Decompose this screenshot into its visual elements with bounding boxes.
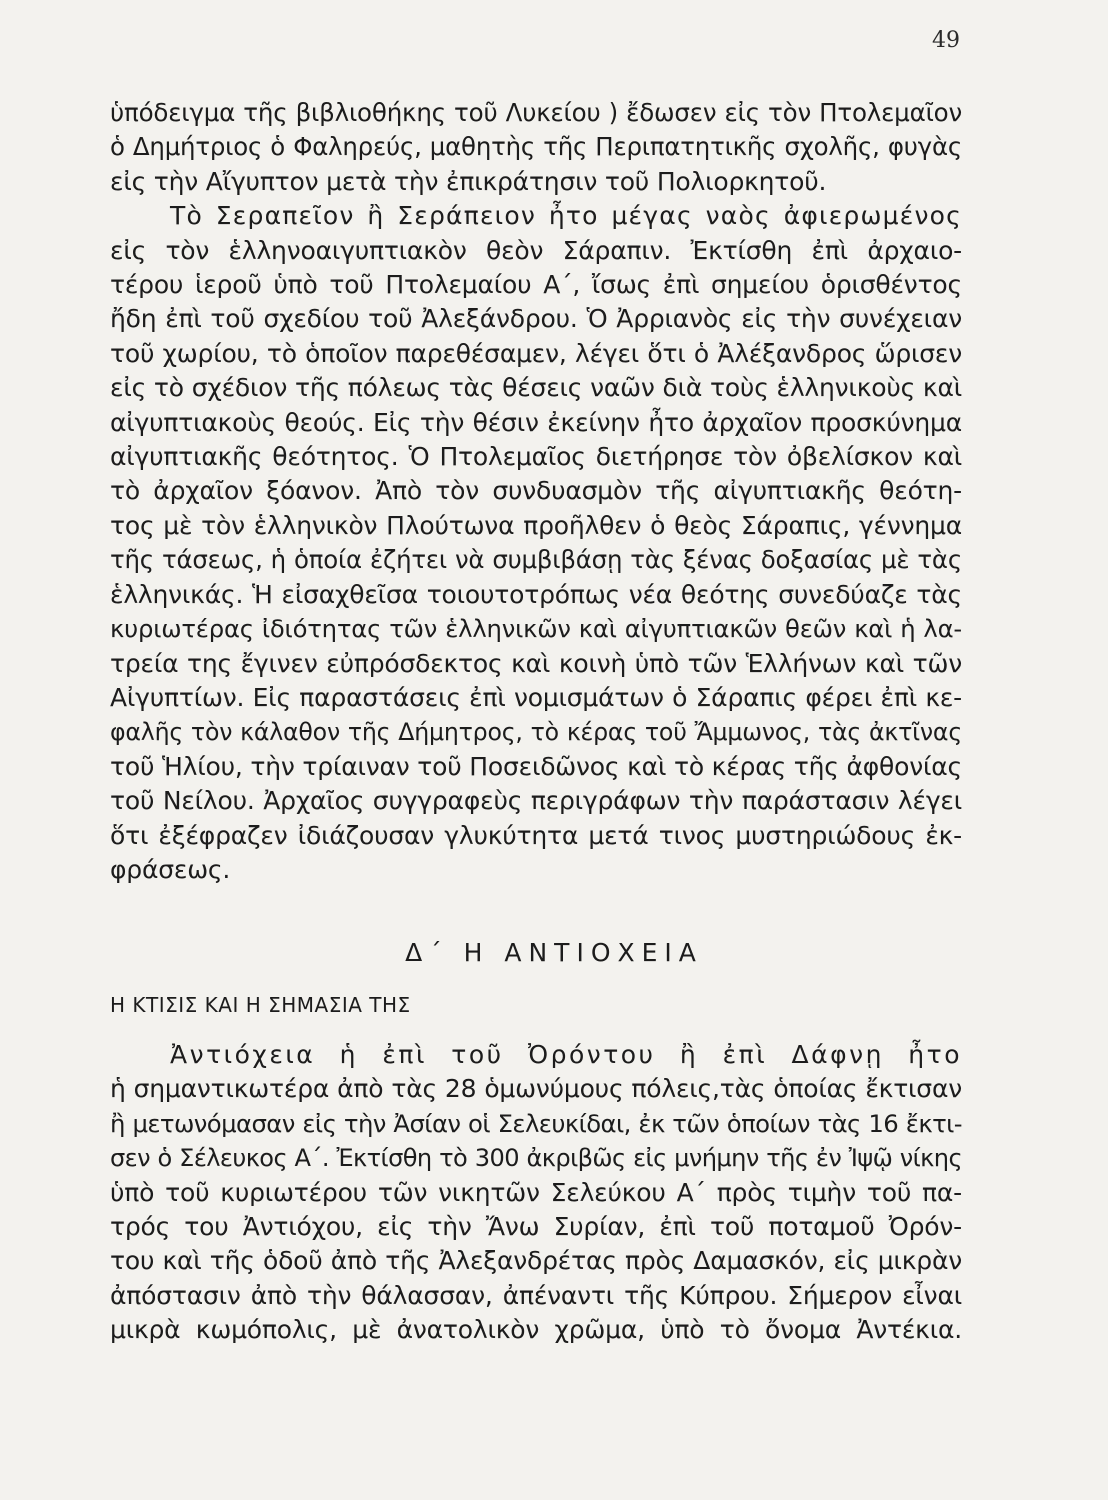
text-line: εἰς τὸ σχέδιον τῆς πόλεως τὰς θέσεις ναῶν διὰ τοὺς ἑλληνικοὺς καὶ <box>110 373 962 403</box>
text-line: τῆς τάσεως, ἡ ὁποία ἐζήτει νὰ συμβιβάσῃ τὰς ξένας δοξασίας μὲ τὰς <box>110 545 962 575</box>
text-line: ὁ Δημήτριος ὁ Φαληρεύς, μαθητὴς τῆς Περιπατητικῆς σχολῆς, φυγὰς <box>110 132 962 162</box>
text-line: ἢ μετωνόμασαν εἰς τὴν Ἀσίαν οἱ Σελευκίδαι, ἐκ τῶν ὁποίων τὰς 16 ἔκτι- <box>110 1108 962 1138</box>
text-line: κυριωτέρας ἰδιότητας τῶν ἑλληνικῶν καὶ αἰγυπτιακῶν θεῶν καὶ ἡ λα- <box>110 614 962 644</box>
text-line: εἰς τὸν ἑλληνοαιγυπτιακὸν θεὸν Σάραπιν. Ἐκτίσθη ἐπὶ ἀρχαιο- <box>110 235 962 265</box>
text-line: τοῦ Νείλου. Ἀρχαῖος συγγραφεὺς περιγράφων τὴν παράστασιν λέγει <box>110 786 962 816</box>
text-line: τρός του Ἀντιόχου, εἰς τὴν Ἄνω Συρίαν, ἐπὶ τοῦ ποταμοῦ Ὀρόν- <box>110 1212 962 1242</box>
paragraph-serapeion <box>110 96 962 887</box>
text-line: Τὸ Σεραπεῖον ἢ Σεράπειον ἦτο μέγας ναὸς ἀφιερωμένος <box>170 201 962 231</box>
text-line: ἡ σημαντικωτέρα ἀπὸ τὰς 28 ὁμωνύμους πόλεις,τὰς ὁποίας ἔκτισαν <box>110 1074 962 1104</box>
text-line: αἰγυπτιακῆς θεότητος. Ὁ Πτολεμαῖος διετήρησε τὸν ὀβελίσκον καὶ <box>110 442 962 472</box>
text-line: Ἀντιόχεια ἡ ἐπὶ τοῦ Ὀρόντου ἢ ἐπὶ Δάφνῃ ἦτο <box>170 1040 962 1069</box>
text-line: αἰγυπτιακοὺς θεούς. Εἰς τὴν θέσιν ἐκείνην ἦτο ἀρχαῖον προσκύνημα <box>110 407 962 437</box>
text-line: ἤδη ἐπὶ τοῦ σχεδίου τοῦ Ἀλεξάνδρου. Ὁ Ἀρριανὸς εἰς τὴν συνέχειαν <box>110 304 962 334</box>
paragraph-antioch <box>110 1038 962 1348</box>
text-line: σεν ὁ Σέλευκος Α΄. Ἐκτίσθη τὸ 300 ἀκριβῶς εἰς μνήμην τῆς ἐν Ἰψῷ νίκης <box>110 1144 962 1173</box>
section-subtitle: Η ΚΤΙΣΙΣ ΚΑΙ Η ΣΗΜΑΣΙΑ ΤΗΣ <box>110 993 411 1017</box>
text-line: Αἰγυπτίων. Εἰς παραστάσεις ἐπὶ νομισμάτων ὁ Σάραπις φέρει ἐπὶ κε- <box>110 682 962 712</box>
text-line: ὅτι ἐξέφραζεν ἰδιάζουσαν γλυκύτητα μετά τινος μυστηριώδους ἐκ- <box>110 820 962 850</box>
section-title: Δ΄ Η ΑΝΤΙΟΧΕΙΑ <box>405 938 703 967</box>
text-line: τοῦ χωρίου, τὸ ὁποῖον παρεθέσαμεν, λέγει ὅτι ὁ Ἀλέξανδρος ὥρισεν <box>110 338 962 368</box>
text-line: τρεία της ἔγινεν εὐπρόσδεκτος καὶ κοινὴ ὑπὸ τῶν Ἑλλήνων καὶ τῶν <box>110 648 962 678</box>
text-line: ἑλληνικάς. Ἡ εἰσαχθεῖσα τοιουτοτρόπως νέα θεότης συνεδύαζε τὰς <box>110 579 962 609</box>
text-line: εἰς τὴν Αἴγυπτον μετὰ τὴν ἐπικράτησιν τοῦ Πολιορκητοῦ. <box>110 166 827 196</box>
text-line: φράσεως. <box>110 854 231 884</box>
page-number: 49 <box>932 28 960 53</box>
text-line: τοῦ Ἡλίου, τὴν τρίαιναν τοῦ Ποσειδῶνος καὶ τὸ κέρας τῆς ἀφθονίας <box>110 751 962 781</box>
text-line: τος μὲ τὸν ἑλληνικὸν Πλούτωνα προῆλθεν ὁ θεὸς Σάραπις, γέννημα <box>110 510 962 540</box>
text-line: φαλῆς τὸν κάλαθον τῆς Δήμητρος, τὸ κέρας τοῦ Ἄμμωνος, τὰς ἀκτῖνας <box>110 718 962 747</box>
text-line: ὑπόδειγμα τῆς βιβλιοθήκης τοῦ Λυκείου ) ἔδωσεν εἰς τὸν Πτολεμαῖον <box>110 98 962 127</box>
text-line: ὑπὸ τοῦ κυριωτέρου τῶν νικητῶν Σελεύκου Α΄ πρὸς τιμὴν τοῦ πα- <box>110 1177 962 1207</box>
text-line: τὸ ἀρχαῖον ξόανον. Ἀπὸ τὸν συνδυασμὸν τῆς αἰγυπτιακῆς θεότη- <box>110 476 962 506</box>
text-line: μικρὰ κωμόπολις, μὲ ἀνατολικὸν χρῶμα, ὑπὸ τὸ ὄνομα Ἀντέκια. <box>110 1315 962 1345</box>
text-line: του καὶ τῆς ὁδοῦ ἀπὸ τῆς Ἀλεξανδρέτας πρὸς Δαμασκόν, εἰς μικρὰν <box>110 1246 962 1276</box>
text-line: τέρου ἱεροῦ ὑπὸ τοῦ Πτολεμαίου Α΄, ἴσως ἐπὶ σημείου ὁρισθέντος <box>110 270 962 300</box>
text-line: ἀπόστασιν ἀπὸ τὴν θάλασσαν, ἀπέναντι τῆς Κύπρου. Σήμερον εἶναι <box>110 1280 962 1310</box>
